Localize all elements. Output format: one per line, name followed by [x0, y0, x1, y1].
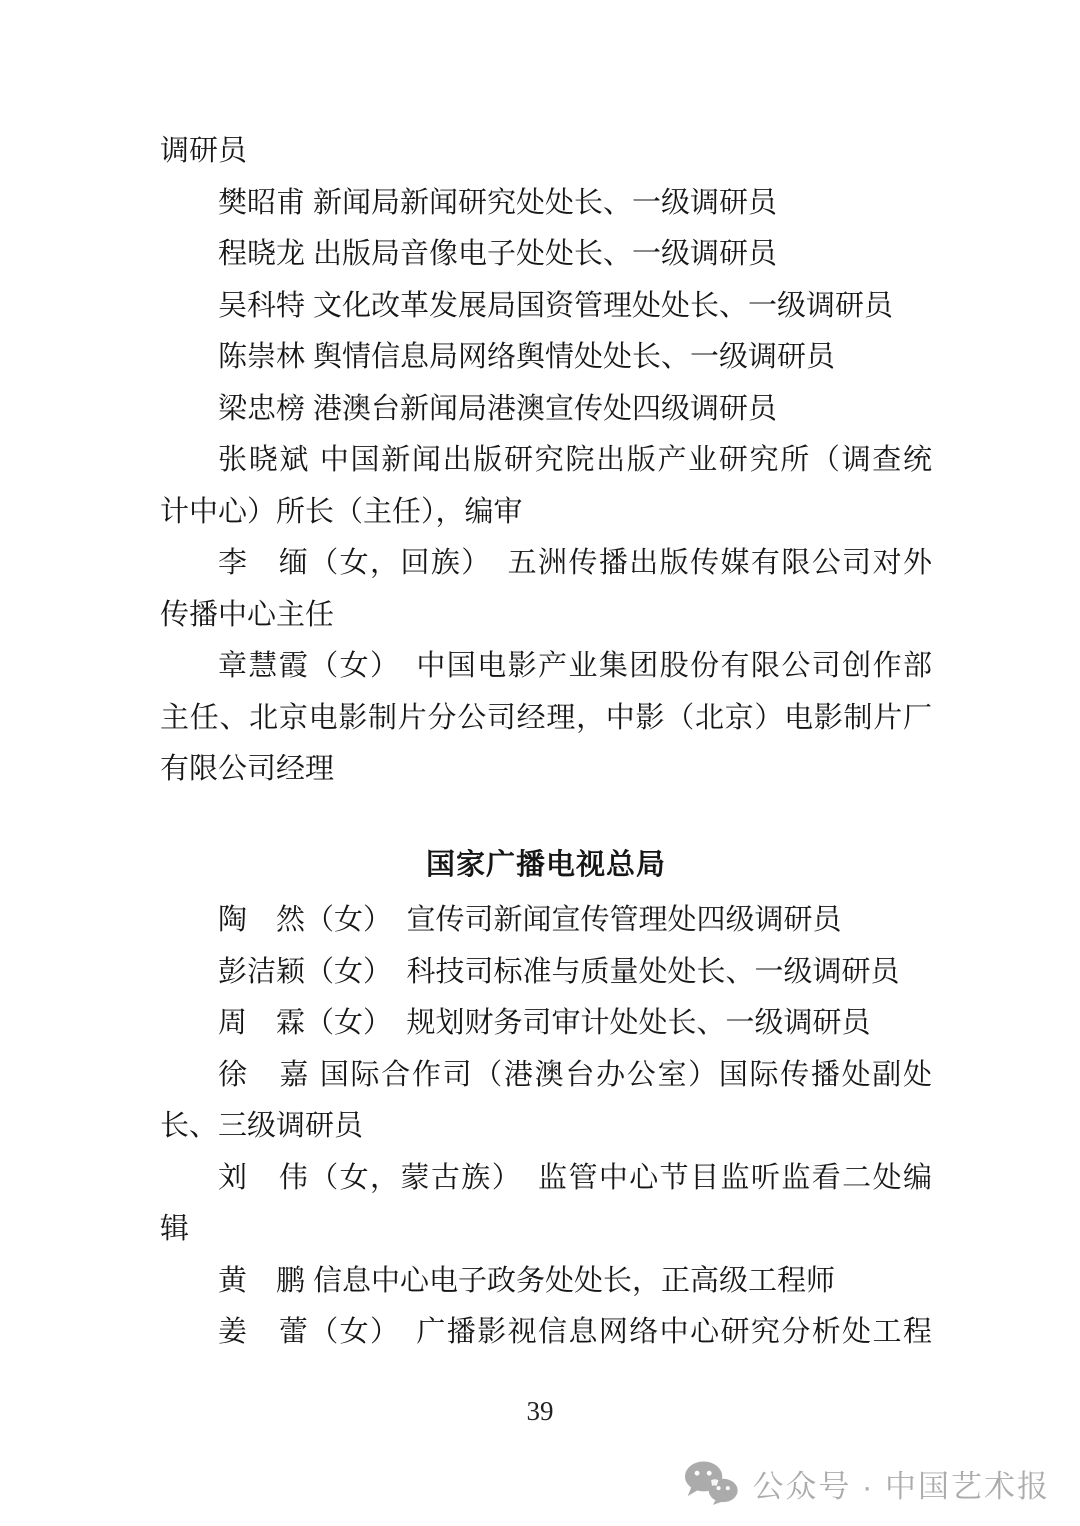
text-line: 吴科特 文化改革发展局国资管理处处长、一级调研员 — [218, 289, 894, 322]
wechat-icon — [684, 1460, 740, 1506]
text-line: 辑 — [160, 1213, 190, 1245]
text-line: 樊昭甫 新闻局新闻研究处处长、一级调研员 — [218, 186, 778, 219]
text-line: 张晓斌 中国新闻出版研究院出版产业研究所（调查统 — [218, 444, 932, 476]
watermark — [684, 1460, 1050, 1506]
text-line: 彭洁颖（女） 科技司标准与质量处处长、一级调研员 — [218, 955, 900, 988]
text-line: 刘 伟（女，蒙古族） 监管中心节目监听监看二处编 — [218, 1161, 932, 1194]
text-line: 梁忠榜 港澳台新闻局港澳宣传处四级调研员 — [218, 392, 778, 425]
text-line: 主任、北京电影制片分公司经理，中影（北京）电影制片厂 — [160, 701, 932, 734]
document-body — [160, 126, 932, 1359]
text-line: 传播中心主任 — [160, 598, 335, 631]
text-line: 计中心）所长（主任），编审 — [160, 495, 523, 528]
watermark-text: 公众号 · 中国艺术报 — [752, 1468, 1050, 1504]
text-line: 长、三级调研员 — [160, 1110, 364, 1142]
text-line: 黄 鹏 信息中心电子政务处处长，正高级工程师 — [218, 1264, 836, 1297]
page-number: 39 — [526, 1396, 554, 1426]
text-line: 调研员 — [160, 135, 248, 167]
section-heading: 国家广播电视总局 — [425, 848, 666, 881]
text-line: 章慧霞（女） 中国电影产业集团股份有限公司创作部 — [218, 650, 932, 682]
text-line: 陶 然（女） 宣传司新闻宣传管理处四级调研员 — [218, 904, 842, 936]
text-line: 徐 嘉 国际合作司（港澳台办公室）国际传播处副处 — [218, 1058, 932, 1091]
text-line: 李 缅（女，回族） 五洲传播出版传媒有限公司对外 — [218, 547, 932, 579]
text-line: 姜 蕾（女） 广播影视信息网络中心研究分析处工程 — [218, 1316, 932, 1348]
text-line: 陈崇林 舆情信息局网络舆情处处长、一级调研员 — [218, 341, 836, 373]
text-line: 程晓龙 出版局音像电子处处长、一级调研员 — [218, 238, 778, 270]
text-line: 有限公司经理 — [160, 753, 335, 785]
text-line: 周 霖（女） 规划财务司审计处处长、一级调研员 — [218, 1007, 871, 1039]
